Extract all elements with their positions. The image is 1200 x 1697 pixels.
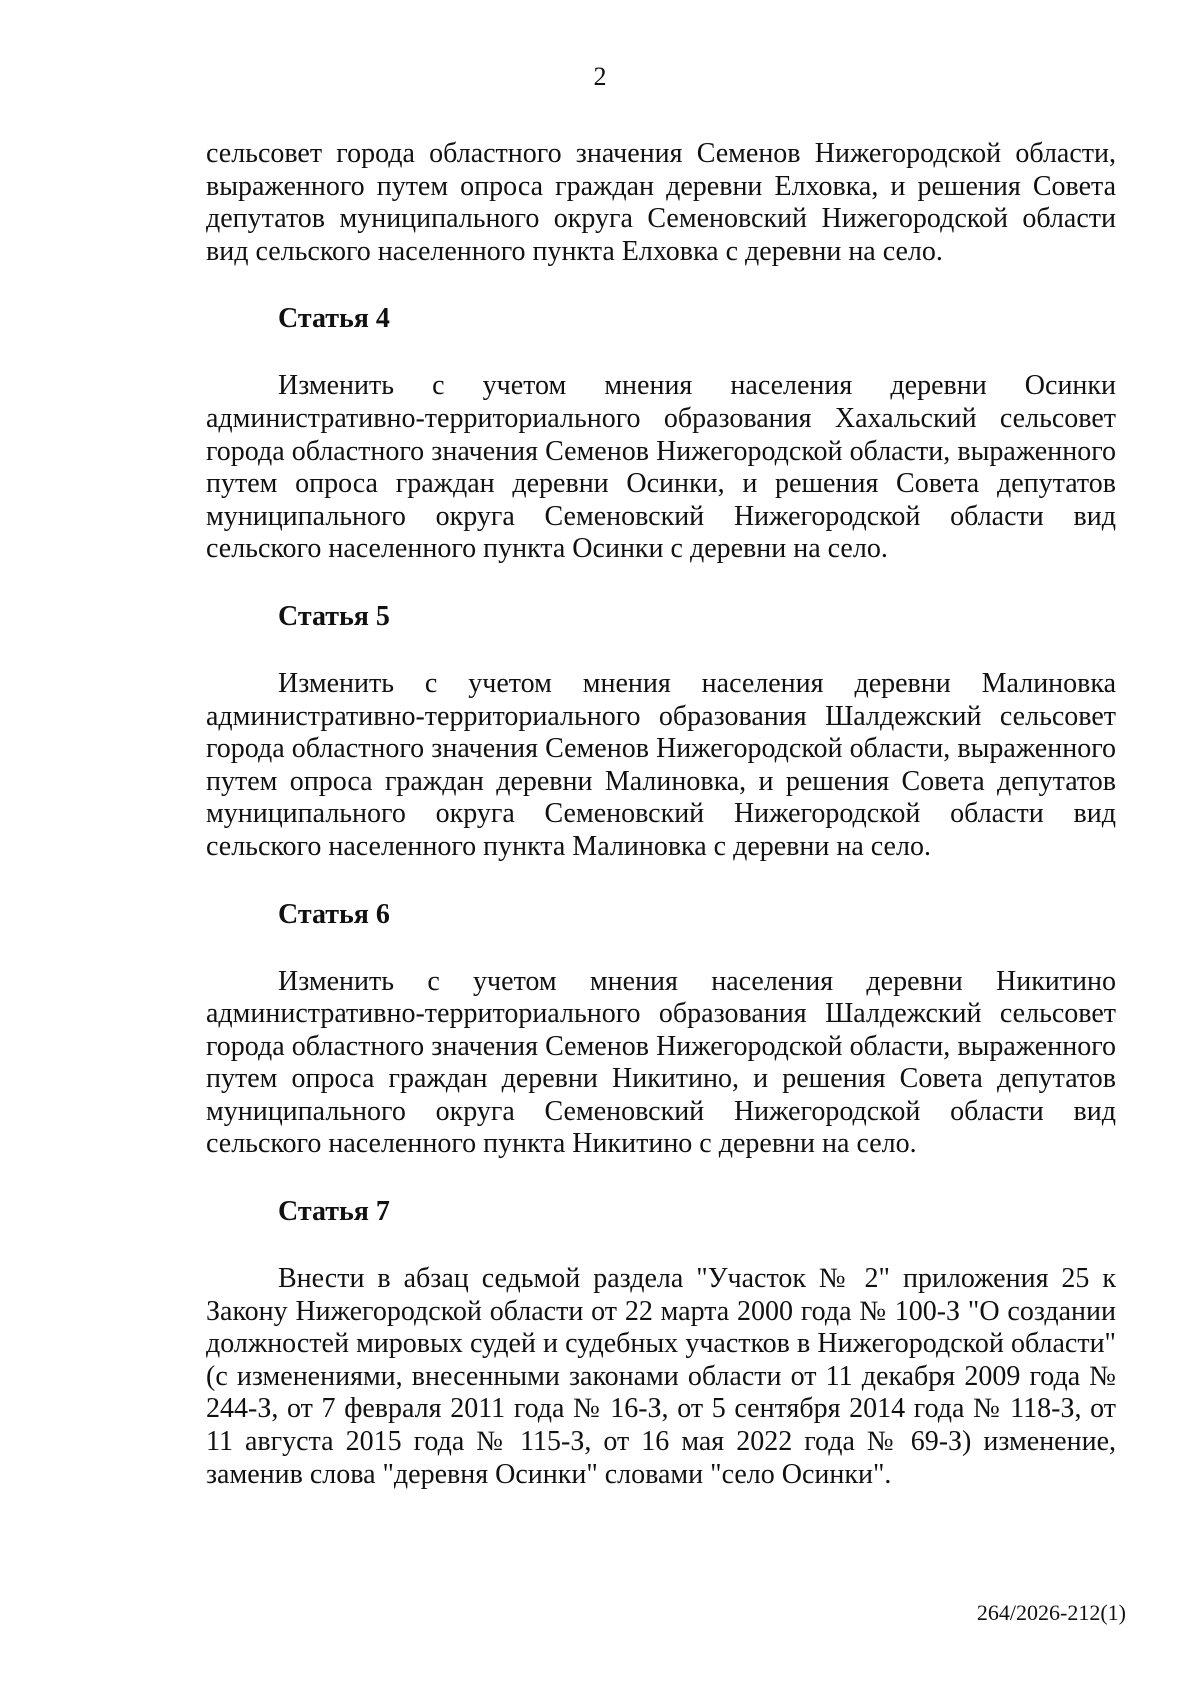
- article-5-text: Изменить с учетом мнения населения деревни Малиновка административно-территориального образования Шалдежский сельсовет города областного значения Семенов Нижегородской области, выраженного путем опроса граждан деревни Малиновка, и решения Совета депутатов муниципального округа Семеновский Нижегородской области вид сельского населенного пункта Малиновка с деревни на село.: [206, 667, 1116, 862]
- article-4-heading: Статья 4: [278, 303, 390, 335]
- page-number: 2: [593, 62, 607, 91]
- article-6-text: Изменить с учетом мнения населения деревни Никитино административно-территориального образования Шалдежский сельсовет города областного значения Семенов Нижегородской области, выраженного путем опроса граждан деревни Никитино, и решения Совета депутатов муниципального округа Семеновский Нижегородской области вид сельского населенного пункта Никитино с деревни на село.: [206, 965, 1116, 1160]
- article-4-text: Изменить с учетом мнения населения деревни Осинки административно-территориального образования Хахальский сельсовет города областного значения Семенов Нижегородской области, выраженного путем опроса граждан деревни Осинки, и решения Совета депутатов муниципального округа Семеновский Нижегородской области вид сельского населенного пункта Осинки с деревни на село.: [206, 370, 1116, 565]
- opening-paragraph: сельсовет города областного значения Семенов Нижегородской области, выраженного путем опроса граждан деревни Елховка, и решения Совета депутатов муниципального округа Семеновский Нижегородской области вид сельского населенного пункта Елховка с деревни на село.: [206, 138, 1116, 267]
- article-7-text: Внести в абзац седьмой раздела "Участок № 2" приложения 25 к Закону Нижегородской области от 22 марта 2000 года № 100-З "О создании должностей мировых судей и судебных участков в Нижегородской области" (с изменениями, внесенными законами области от 11 декабря 2009 года № 244-З, от 7 февраля 2011 года № 16-З, от 5 сентября 2014 года № 118-З, от 11 августа 2015 года № 115-З, от 16 мая 2022 года № 69-З) изменение, заменив слова "деревня Осинки" словами "село Осинки".: [206, 1263, 1116, 1490]
- article-5-heading: Статья 5: [278, 600, 390, 632]
- article-6-heading: Статья 6: [278, 898, 390, 930]
- document-code: 264/2026-212(1): [976, 1600, 1126, 1625]
- document-body: [206, 138, 1116, 1491]
- article-7-heading: Статья 7: [278, 1196, 390, 1228]
